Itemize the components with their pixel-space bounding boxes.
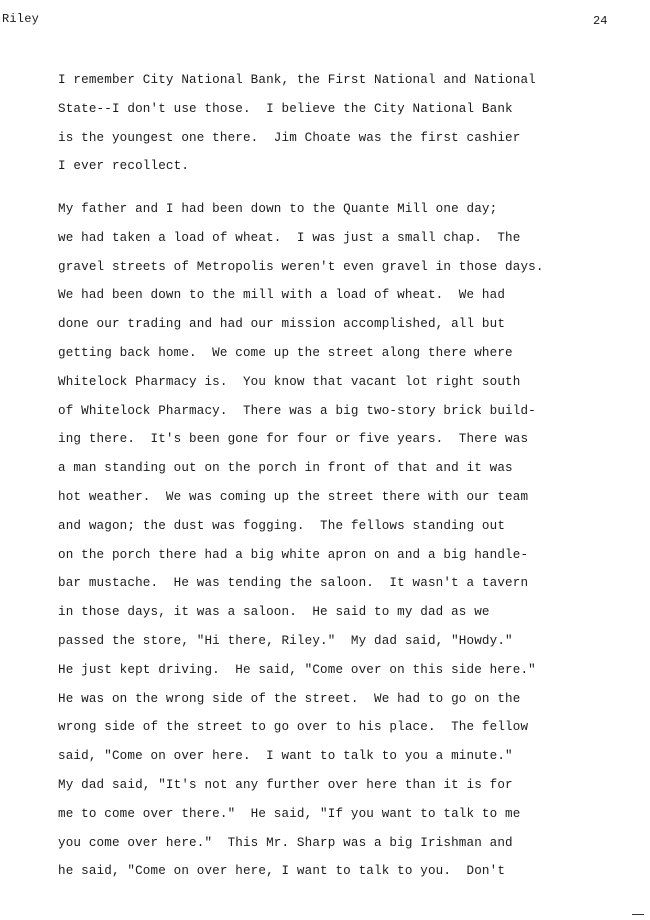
text-line: is the youngest one there. Jim Choate was the first cashier (58, 130, 521, 145)
text-line: said, "Come on over here. I want to talk to you a minute." (58, 749, 513, 764)
text-line: He was on the wrong side of the street. We had to go on the (58, 691, 521, 706)
text-line: Whitelock Pharmacy is. You know that vacant lot right south (58, 374, 521, 389)
text-line: me to come over there." He said, "If you want to talk to me (58, 806, 521, 821)
text-line: of Whitelock Pharmacy. There was a big two-story brick build- (58, 403, 536, 418)
text-line: State--I don't use those. I believe the City National Bank (58, 101, 513, 116)
page-edge-mark (632, 914, 644, 915)
text-line: We had been down to the mill with a load of wheat. We had (58, 288, 506, 303)
text-line: he said, "Come on over here, I want to talk to you. Don't (58, 864, 506, 879)
text-line: getting back home. We come up the street along there where (58, 345, 513, 360)
text-line: I ever recollect. (58, 159, 190, 174)
text-line: a man standing out on the porch in front of that and it was (58, 461, 513, 476)
text-line: wrong side of the street to go over to his place. The fellow (58, 720, 529, 735)
running-header-name: Riley (2, 12, 40, 26)
text-line: ing there. It's been gone for four or five years. There was (58, 432, 529, 447)
paragraph-1 (58, 66, 618, 181)
page-number: 24 (593, 14, 608, 28)
text-line: and wagon; the dust was fogging. The fellows standing out (58, 518, 506, 533)
text-line: on the porch there had a big white apron on and a big handle- (58, 547, 529, 562)
text-line: gravel streets of Metropolis weren't even gravel in those days. (58, 259, 544, 274)
paragraph-2 (58, 195, 618, 886)
text-line: we had taken a load of wheat. I was just a small chap. The (58, 230, 521, 245)
text-line: bar mustache. He was tending the saloon. It wasn't a tavern (58, 576, 529, 591)
text-line: I remember City National Bank, the First National and National (58, 73, 536, 87)
text-line: My dad said, "It's not any further over here than it is for (58, 777, 513, 792)
text-line: in those days, it was a saloon. He said to my dad as we (58, 605, 490, 620)
text-line: passed the store, "Hi there, Riley." My dad said, "Howdy." (58, 633, 513, 648)
text-line: done our trading and had our mission accomplished, all but (58, 317, 506, 332)
text-line: My father and I had been down to the Quante Mill one day; (58, 202, 498, 216)
text-line: you come over here." This Mr. Sharp was a big Irishman and (58, 835, 513, 850)
text-line: He just kept driving. He said, "Come over on this side here." (58, 662, 536, 677)
text-line: hot weather. We was coming up the street there with our team (58, 489, 529, 504)
